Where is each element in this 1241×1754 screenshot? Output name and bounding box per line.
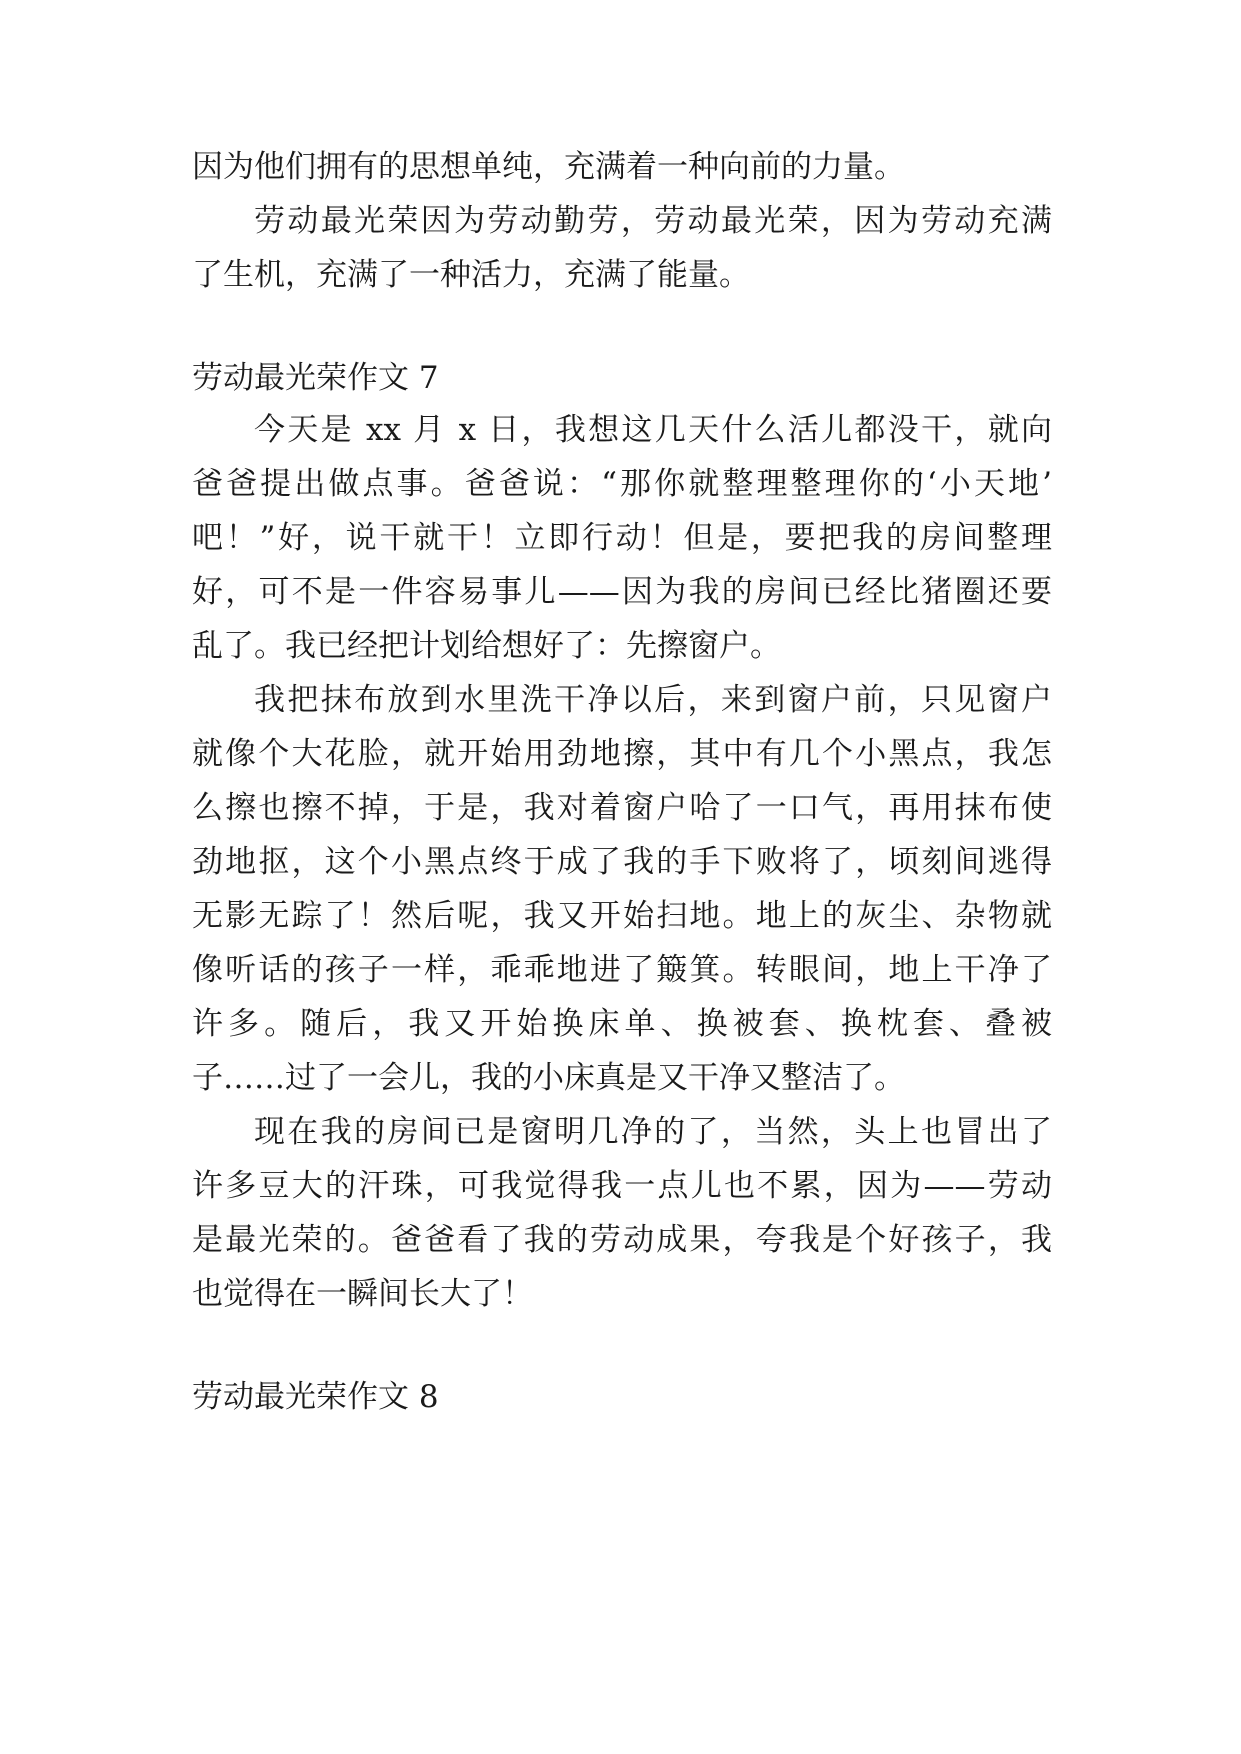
section-7-p3-line-3: 是最光荣的。爸爸看了我的劳动成果，夸我是个好孩子，我 (192, 1222, 1052, 1258)
section-7-p2-line-8: 子……过了一会儿，我的小床真是又干净又整洁了。 (192, 1060, 905, 1096)
section-7-p2-line-7: 许多。随后，我又开始换床单、换被套、换枕套、叠被 (192, 1006, 1052, 1042)
section-8-heading: 劳动最光荣作文 8 (192, 1379, 439, 1415)
section-7-p2-line-6: 像听话的孩子一样，乖乖地进了簸箕。转眼间，地上干净了 (192, 952, 1052, 988)
section-7-p2-line-4: 劲地抠，这个小黑点终于成了我的手下败将了，顷刻间逃得 (192, 844, 1052, 880)
section-7-p1-line-3: 吧！”好，说干就干！立即行动！但是，要把我的房间整理 (192, 520, 1052, 556)
section-7-p3-line-2: 许多豆大的汗珠，可我觉得我一点儿也不累，因为——劳动 (192, 1168, 1052, 1204)
section-7-p2-line-2: 就像个大花脸，就开始用劲地擦，其中有几个小黑点，我怎 (192, 736, 1052, 772)
section-7-p1-line-1: 今天是 xx 月 x 日，我想这几天什么活儿都没干，就向 (254, 412, 1052, 448)
section-7-p1-line-5: 乱了。我已经把计划给想好了：先擦窗户。 (192, 628, 781, 664)
section-7-p1-line-4: 好，可不是一件容易事儿——因为我的房间已经比猪圈还要 (192, 574, 1052, 610)
intro-paragraph-1-line-1: 因为他们拥有的思想单纯，充满着一种向前的力量。 (192, 149, 905, 185)
section-7-p3-line-1: 现在我的房间已是窗明几净的了，当然，头上也冒出了 (254, 1114, 1052, 1150)
intro-paragraph-2-line-2: 了生机，充满了一种活力，充满了能量。 (192, 257, 750, 293)
intro-paragraph-2-line-1: 劳动最光荣因为劳动勤劳，劳动最光荣，因为劳动充满 (254, 203, 1052, 239)
section-7-p1-line-2: 爸爸提出做点事。爸爸说：“那你就整理整理你的‘小天地’ (192, 466, 1052, 502)
section-7-p3-line-4: 也觉得在一瞬间长大了！ (192, 1276, 533, 1312)
section-7-p2-line-1: 我把抹布放到水里洗干净以后，来到窗户前，只见窗户 (254, 682, 1052, 718)
section-7-heading: 劳动最光荣作文 7 (192, 360, 439, 396)
section-7-p2-line-5: 无影无踪了！然后呢，我又开始扫地。地上的灰尘、杂物就 (192, 898, 1052, 934)
section-7-p2-line-3: 么擦也擦不掉，于是，我对着窗户哈了一口气，再用抹布使 (192, 790, 1052, 826)
